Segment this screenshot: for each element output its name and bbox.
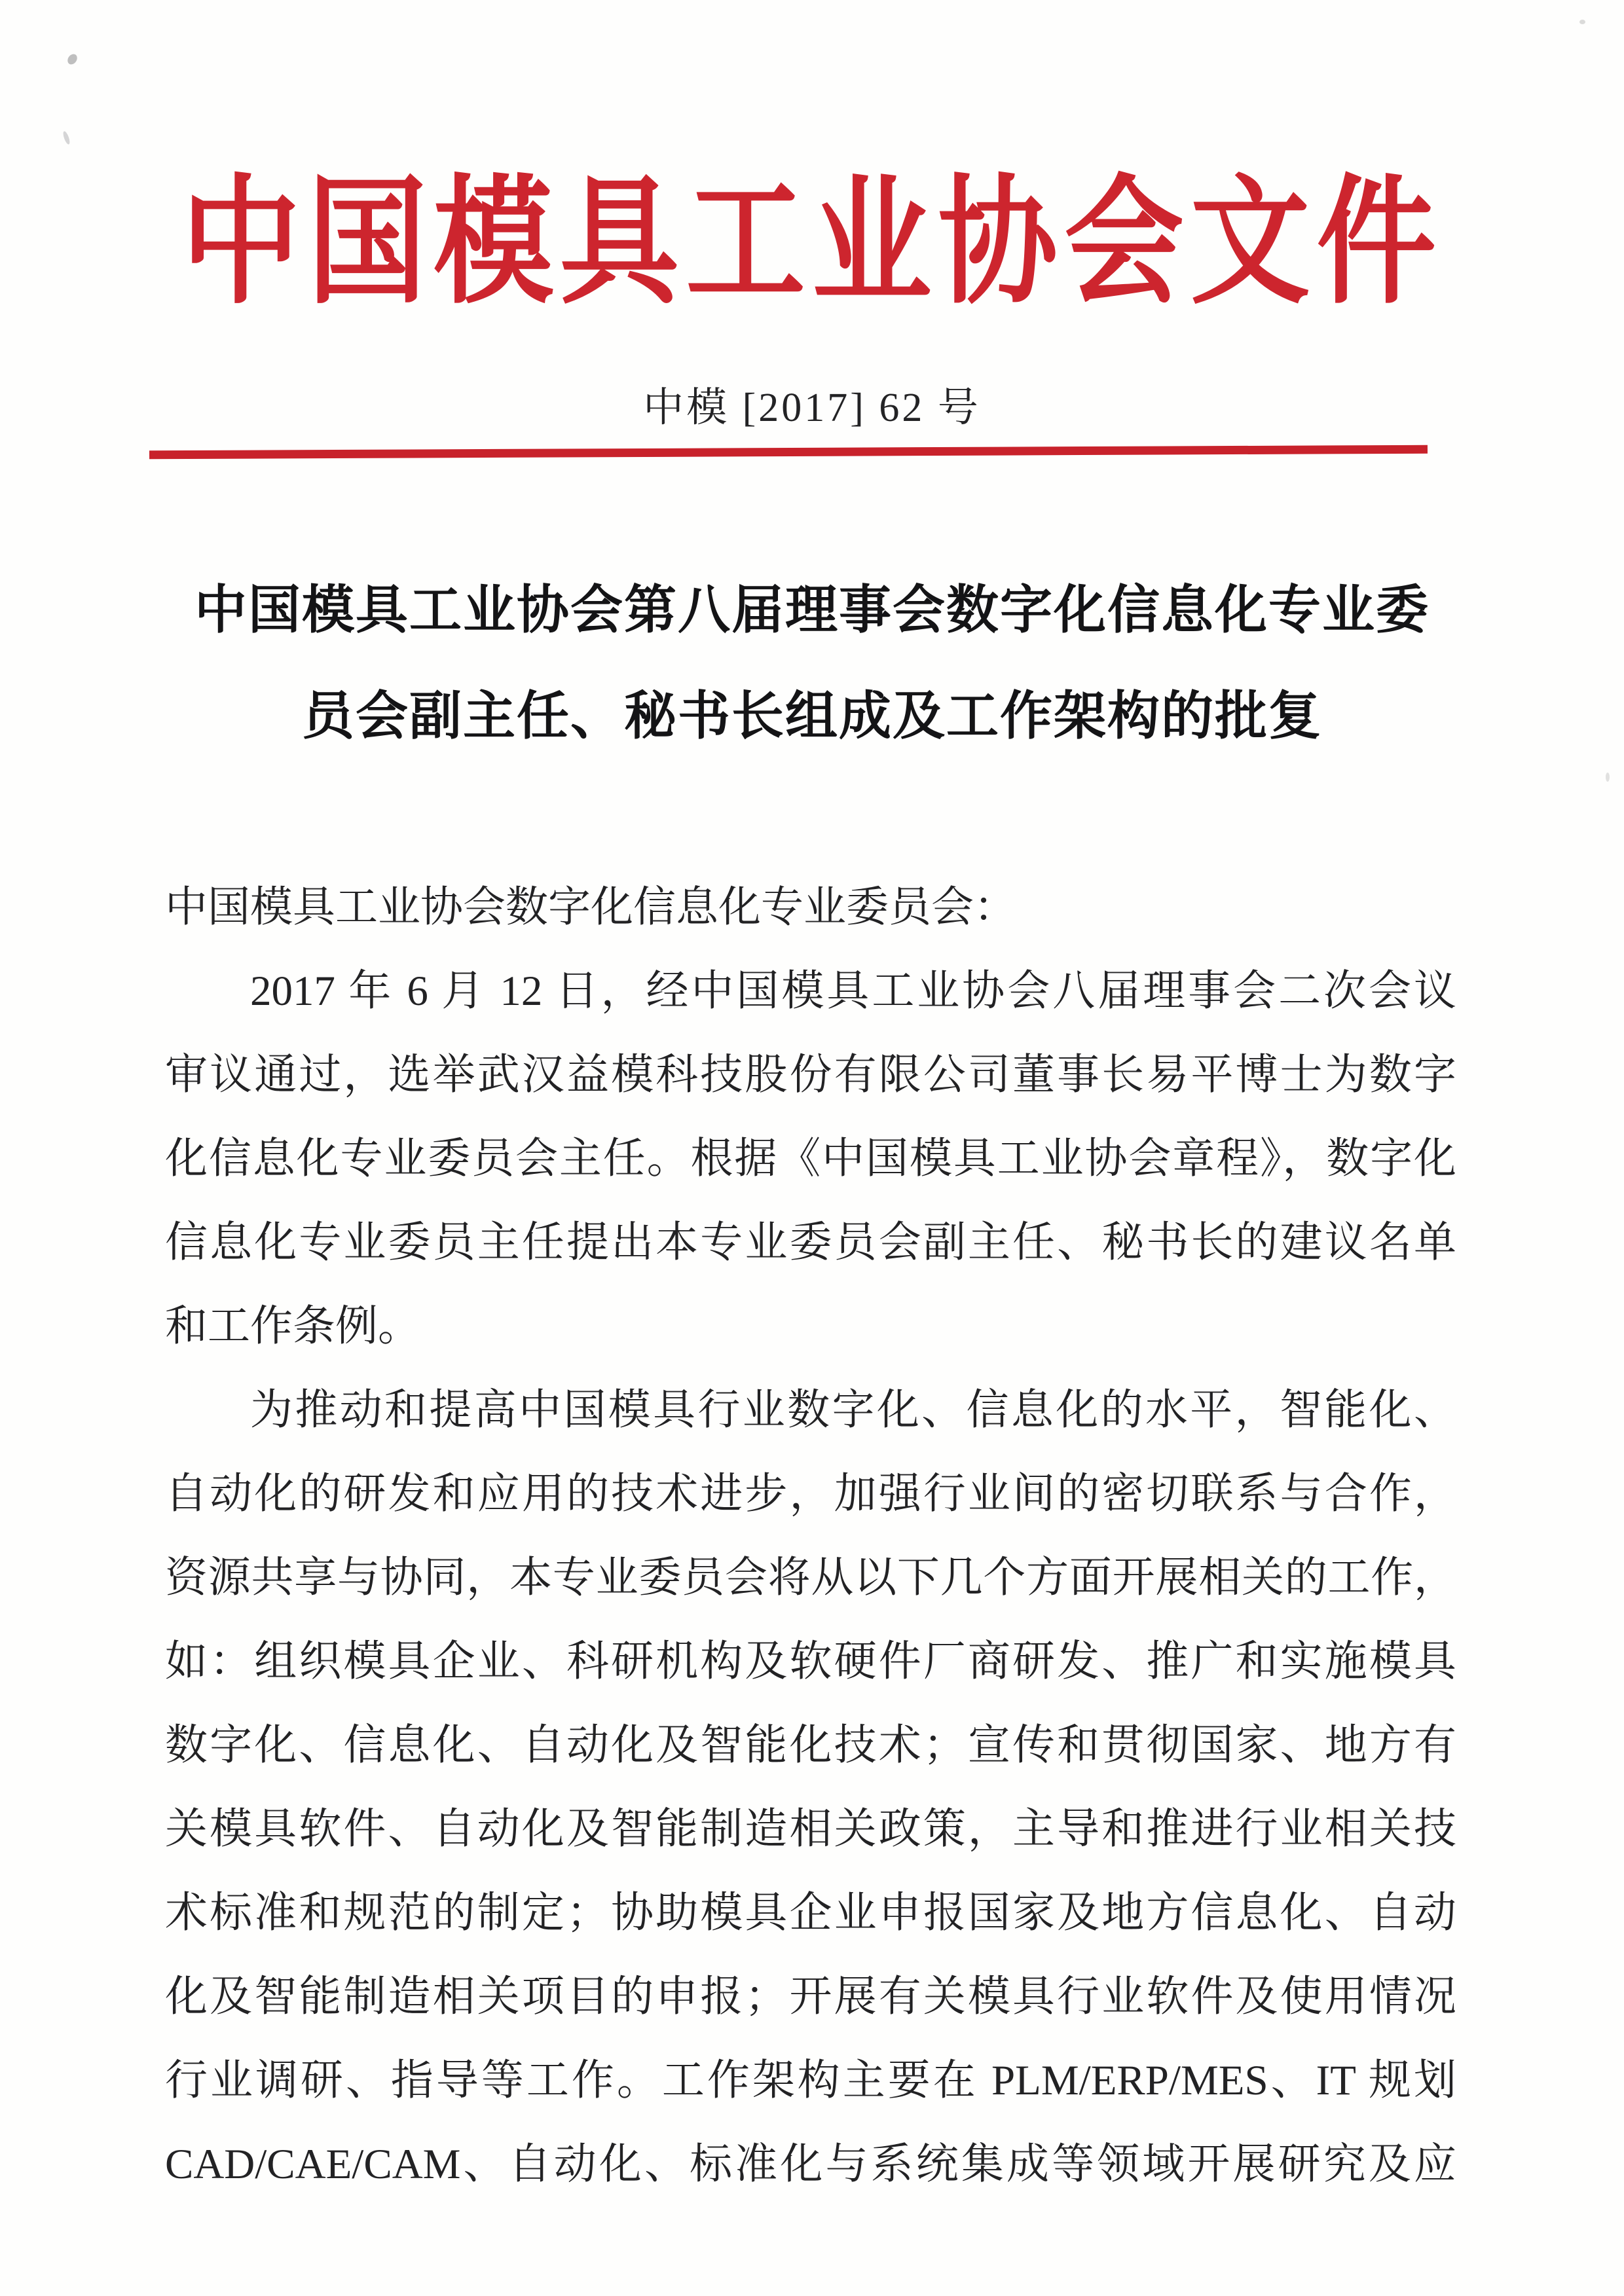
org-red-title: 中国模具工业协会文件 [181,166,1443,320]
body-line-salutation: 中国模具工业协会数字化信息化专业委员会： [165,884,1017,931]
body-line: 为推动和提高中国模具行业数字化、信息化的水平，智能化、 [250,1387,1456,1434]
body-line: 自动化的研发和应用的技术进步，加强行业间的密切联系与合作， [165,1470,1456,1518]
document-title-line1: 中国模具工业协会第八届理事会数字化信息化专业委 [194,582,1430,640]
body-line: 数字化、信息化、自动化及智能化技术；宣传和贯彻国家、地方有 [165,1722,1456,1769]
red-separator-line [149,445,1428,460]
body-line: 如：组织模具企业、科研机构及软硬件厂商研发、推广和实施模具 [165,1638,1456,1685]
document-title-line2: 员会副主任、秘书长组成及工作架构的批复 [302,688,1322,746]
body-line: 和工作条例。 [165,1303,421,1350]
scan-speck [1606,773,1610,782]
body-line: 资源共享与协同，本专业委员会将从以下几个方面开展相关的工作， [165,1554,1456,1601]
scan-speck [65,52,79,66]
body-line: 术标准和规范的制定；协助模具企业申报国家及地方信息化、自动 [165,1889,1456,1937]
body-line: 2017 年 6 月 12 日，经中国模具工业协会八届理事会二次会议 [250,968,1456,1015]
body-line: 化信息化专业委员会主任。根据《中国模具工业协会章程》，数字化 [165,1135,1456,1182]
body-text [165,866,1456,2206]
body-line: CAD/CAE/CAM、自动化、标准化与系统集成等领域开展研究及应 [165,2141,1456,2188]
scan-speck [62,130,71,145]
body-line: 行业调研、指导等工作。工作架构主要在 PLM/ERP/MES、IT 规划 [165,2057,1456,2104]
doc-number: 中模 [2017] 62 号 [643,386,981,430]
body-line: 信息化专业委员主任提出本专业委员会副主任、秘书长的建议名单 [165,1219,1456,1266]
document-title [0,558,1624,770]
body-line: 化及智能制造相关项目的申报；开展有关模具行业软件及使用情况 [165,1973,1456,2020]
body-line: 审议通过，选举武汉益模科技股份有限公司董事长易平博士为数字 [165,1051,1456,1099]
body-line: 关模具软件、自动化及智能制造相关政策，主导和推进行业相关技 [165,1806,1456,1853]
scan-speck [1579,20,1585,24]
